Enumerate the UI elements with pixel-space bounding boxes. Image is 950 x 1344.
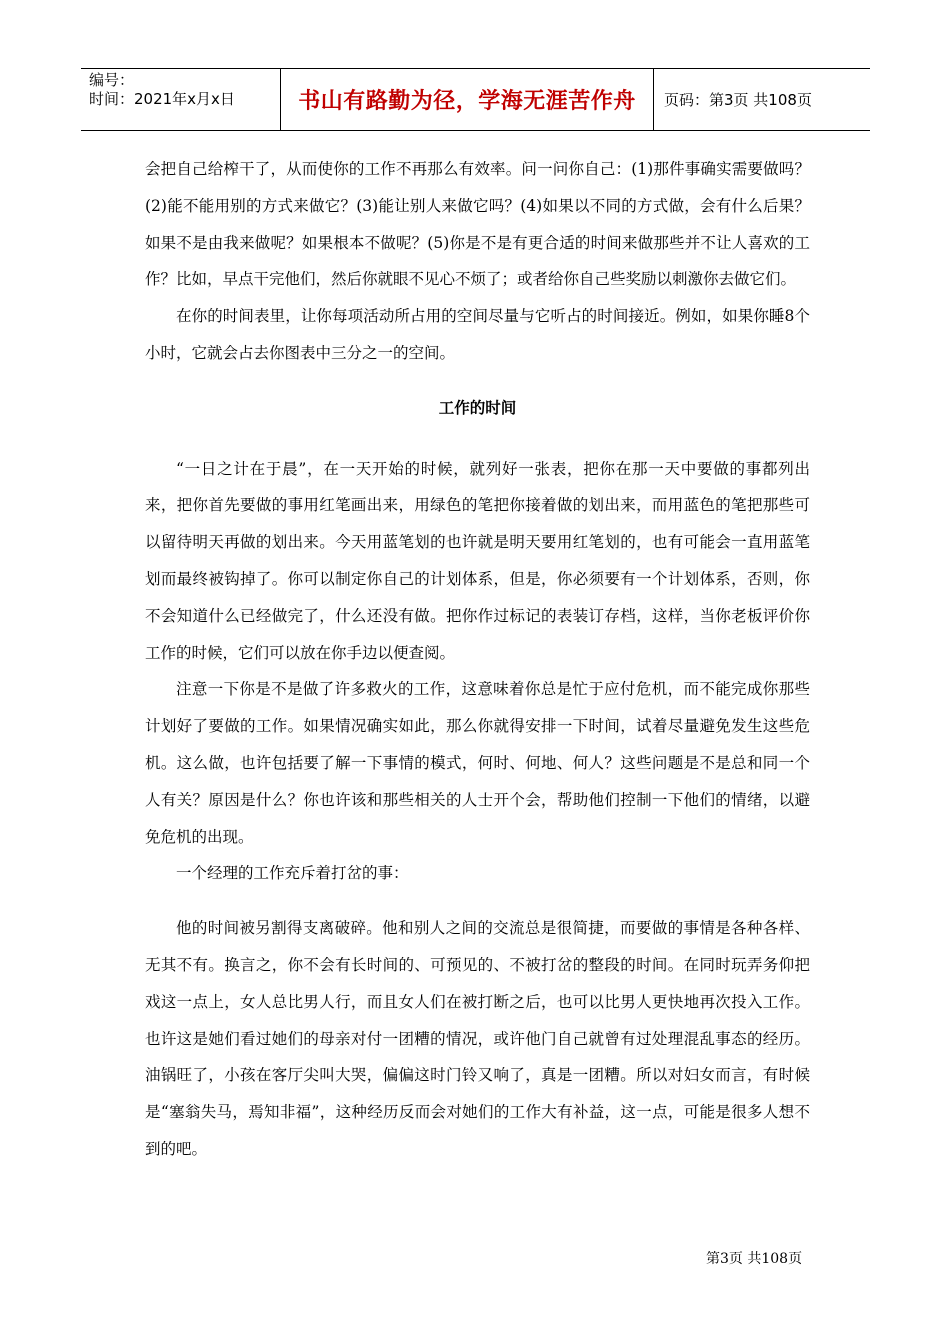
paragraph-6: 他的时间被另割得支离破碎。他和别人之间的交流总是很简捷，而要做的事情是各种各样、无其不有。换言之，你不会有长时间的、可预见的、不被打岔的整段的时间。在同时玩弄务仰把戏这一点上，女人总比男人行，而且女人们在被打断之后，也可以比男人更快地再次投入工作。也许这是她们看过她们的母亲对付一团糟的情况，或许他门自己就曾有过处理混乱事态的经历。油锅旺了，小孩在客厅尖叫大哭，偏偏这时门铃又响了，真是一团糟。所以对妇女而言，有时候是“塞翁失马，焉知非福”，这种经历反而会对她们的工作大有补益，这一点，可能是很多人想不到的吧。 <box>145 919 810 1158</box>
header-page-number: 页码：第3页 共108页 <box>664 91 812 109</box>
paragraph-2: 在你的时间表里，让你每项活动所占用的空间尽量与它听占的时间接近。例如，如果你睡8个小时，它就会占去你图表中三分之一的空间。 <box>145 307 810 362</box>
paragraph-5: 一个经理的工作充斥着打岔的事： <box>176 864 409 883</box>
paragraph-4: 注意一下你是不是做了许多救火的工作，这意味着你总是忙于应付危机，而不能完成你那些计划好了要做的工作。如果情况确实如此，那么你就得安排一下时间，试着尽量避免发生这些危机。这么做，也许包括要了解一下事情的模式，何时、何地、何人？这些问题是不是总和同一个人有关？原因是什么？你也许该和那些相关的人士开个会，帮助他们控制一下他们的情绪，以避免危机的出现。 <box>145 680 810 846</box>
header-meta <box>81 69 281 130</box>
paragraph-3: “一日之计在于晨”，在一天开始的时候，就列好一张表，把你在那一天中要做的事都列出来，把你首先要做的事用红笔画出来，用绿色的笔把你接着做的划出来，而用蓝色的笔把那些可以留待明天再做的划出来。今天用蓝笔划的也许就是明天要用红笔划的，也有可能会一直用蓝笔划而最终被钩掉了。你可以制定你自己的计划体系，但是，你必须要有一个计划体系，否则，你不会知道什么已经做完了，什么还没有做。把你作过标记的表装订存档，这样，当你老板评价你工作的时候，它们可以放在你手边以便查阅。 <box>145 459 810 662</box>
document-body <box>145 151 810 1168</box>
paragraph-1: 会把自己给榨干了，从而使你的工作不再那么有效率。问一问你自己：(1)那件事确实需要做吗？(2)能不能用别的方式来做它？(3)能让别人来做它吗？(4)如果以不同的方式做，会有什么后果？如果不是由我来做呢？如果根本不做呢？(5)你是不是有更合适的时间来做那些并不让人喜欢的工作？比如，早点干完他们，然后你就眼不见心不烦了；或者给你自己些奖励以刺激你去做它们。 <box>145 160 810 289</box>
page-header <box>81 68 870 131</box>
section-heading: 工作的时间 <box>438 397 517 417</box>
document-date: 时间：2021年x月x日 <box>89 90 235 108</box>
page-footer: 第3页 共108页 <box>706 1251 803 1267</box>
document-number: 编号： <box>89 71 135 89</box>
header-motto: 书山有路勤为径，学海无涯苦作舟 <box>281 69 654 130</box>
